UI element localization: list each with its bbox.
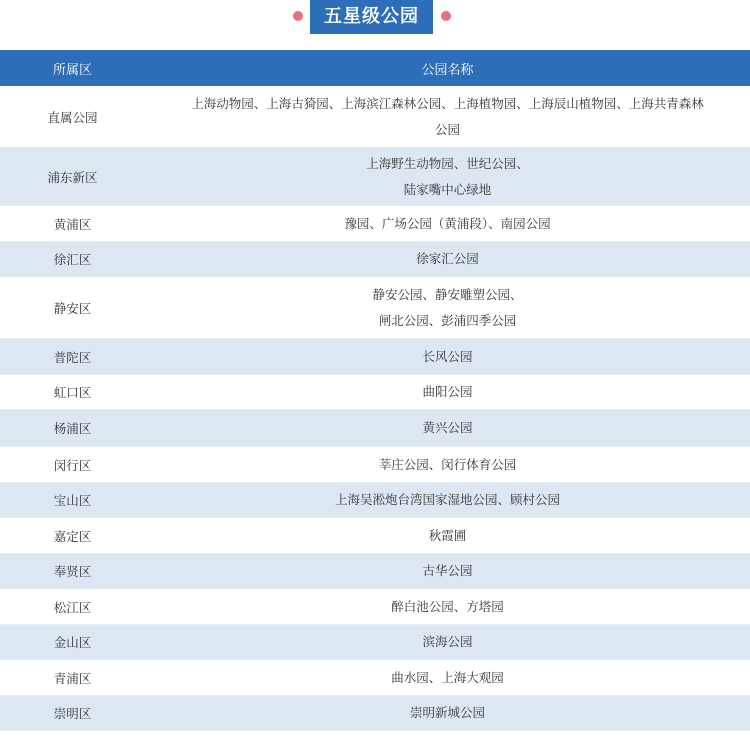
parks-cell [145,339,750,374]
table-row [0,242,750,277]
parks-cell [145,660,750,695]
parks-cell [145,589,750,624]
parks-cell [145,447,750,482]
district-cell: 杨浦区 [53,421,92,436]
park-names-line: 豫园、广场公园（黄浦段）、南园公园 [344,215,551,231]
park-names-line: 醉白池公园、方塔园 [391,598,504,614]
parks-cell [145,483,750,517]
table-row [0,206,750,242]
parks-cell [145,242,750,276]
park-names-line: 滨海公园 [422,634,473,649]
park-names-line: 莘庄公园、闵行体育公园 [378,456,517,472]
park-names-line: 陆家嘴中心绿地 [403,181,492,197]
district-cell: 宝山区 [53,493,92,508]
header-district: 所属区 [52,62,92,78]
parks-cell [145,696,750,730]
district-cell: 松江区 [53,599,92,615]
parks-cell [145,86,750,147]
district-cell: 徐汇区 [53,252,92,267]
park-names-line: 秋霞圃 [428,527,467,543]
district-cell: 奉贤区 [53,564,92,579]
district-cell: 直属公园 [47,109,98,125]
district-cell: 虹口区 [53,385,92,400]
table-row [0,554,750,589]
table-body [0,86,750,731]
district-cell: 闵行区 [53,457,92,473]
parks-cell [145,277,750,338]
parks-cell [145,518,750,553]
header-parks: 公园名称 [421,62,474,78]
parks-table [0,50,750,731]
table-row [0,86,750,148]
parks-cell [145,206,750,241]
park-names-line: 上海动物园、上海古猗园、上海滨江森林公园、上海植物园、上海辰山植物园、上海共青森林 [191,95,704,111]
park-names-line: 崇明新城公园 [409,705,485,720]
park-names-line: 上海野生动物园、世纪公园、 [366,155,529,171]
district-cell: 浦东新区 [47,169,98,185]
park-names-line: 长风公园 [422,348,473,364]
table-row [0,660,750,696]
parks-cell [145,375,750,409]
park-names-line: 古华公园 [422,563,473,578]
district-cell: 静安区 [53,300,92,316]
district-cell: 普陀区 [53,349,92,365]
district-cell: 青浦区 [53,670,92,686]
title-area [0,0,750,50]
table-row [0,339,750,375]
table-row [0,375,750,410]
park-names-line: 曲阳公园 [422,384,473,399]
table-row [0,483,750,518]
table-row [0,148,750,206]
district-cell: 黄浦区 [53,216,92,232]
table-row [0,277,750,339]
table-row [0,447,750,483]
table-header-row [0,50,750,86]
park-names-line: 黄兴公园 [422,420,473,435]
park-names-line: 闸北公园、彭浦四季公园 [378,312,517,328]
table-row [0,696,750,731]
decorative-dot-right [441,11,451,21]
table-row [0,518,750,554]
decorative-dot-left [293,11,303,21]
park-names-line: 徐家汇公园 [416,251,479,266]
parks-cell [145,148,750,205]
table-row [0,625,750,660]
park-names-line: 上海吴淞炮台湾国家湿地公园、顾村公园 [334,492,560,507]
parks-cell [145,625,750,659]
district-cell: 崇明区 [53,706,92,721]
parks-cell [145,554,750,588]
park-names-line: 静安公园、静安雕塑公园、 [372,286,523,302]
district-cell: 嘉定区 [53,528,92,544]
park-names-line: 曲水园、上海大观园 [391,669,504,685]
district-cell: 金山区 [53,635,92,650]
page-title: 五星级公园 [310,0,433,34]
table-row [0,589,750,625]
parks-cell [145,410,750,446]
table-row [0,410,750,447]
park-names-line: 公园 [434,121,460,137]
